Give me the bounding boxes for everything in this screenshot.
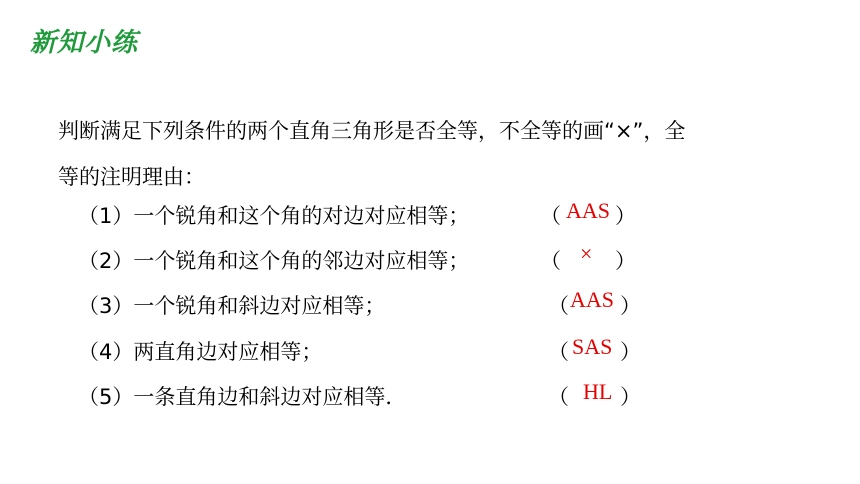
answer-open-paren-4: （ <box>548 340 569 364</box>
question-prompt <box>58 108 828 200</box>
answer-close-paren-4: ） <box>620 340 641 364</box>
answer-3: AAS <box>570 287 615 312</box>
answer-close-paren-1: ） <box>615 204 636 228</box>
prompt-line-1: 判断满足下列条件的两个直角三角形是否全等，不全等的画“×”，全 <box>58 119 686 143</box>
answer-4: SAS <box>572 334 613 359</box>
answer-close-paren-5: ） <box>620 385 641 409</box>
answer-close-paren-3: ） <box>620 294 641 318</box>
answer-open-paren-2: （ <box>540 249 561 273</box>
answer-open-paren-1: （ <box>540 204 561 228</box>
section-heading: 新知小练 <box>30 28 139 58</box>
answer-close-paren-2: ） <box>615 249 636 273</box>
prompt-line-2: 等的注明理由： <box>58 165 205 189</box>
answer-5: HL <box>583 379 613 404</box>
condition-item-5: （5）一条直角边和斜边对应相等． <box>78 385 407 409</box>
condition-item-2: （2）一个锐角和这个角的邻边对应相等； <box>78 249 470 273</box>
answer-open-paren-3: （ <box>548 294 569 318</box>
condition-item-3: （3）一个锐角和斜边对应相等； <box>78 294 386 318</box>
condition-item-4: （4）两直角边对应相等； <box>78 340 323 364</box>
answer-open-paren-5: （ <box>548 385 569 409</box>
answer-1: AAS <box>566 198 611 223</box>
condition-item-1: （1）一个锐角和这个角的对边对应相等； <box>78 204 470 228</box>
answer-2: × <box>580 241 593 266</box>
